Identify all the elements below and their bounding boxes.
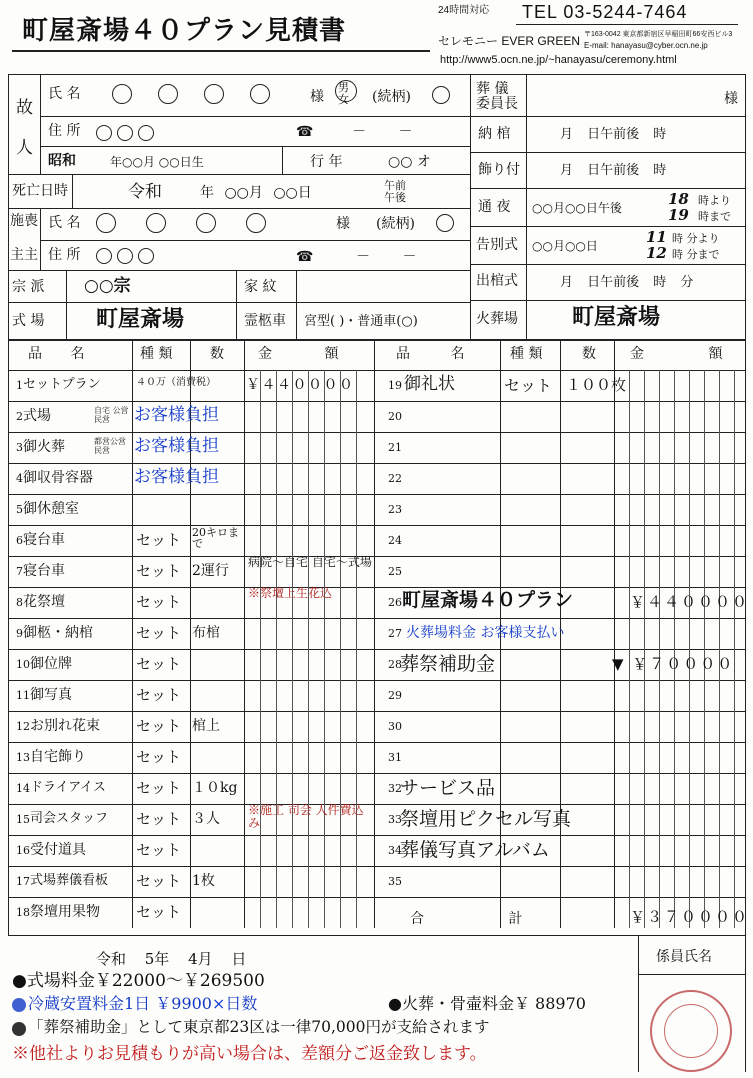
item-name: 祭壇用果物: [30, 904, 100, 920]
row-number: 15: [16, 813, 30, 826]
mourner-name-circles: [96, 212, 266, 233]
row-number: 8: [16, 596, 23, 609]
committee-label: 葬 儀 委員長: [476, 81, 518, 112]
item-note: ※祭壇上生花込: [248, 586, 333, 600]
circle-icon: [112, 84, 132, 104]
row-number: 32: [388, 782, 402, 795]
item-kind: セット: [136, 841, 182, 859]
mourner-address-circles: [96, 245, 154, 264]
committee-sama: 様: [724, 91, 738, 107]
item-name: 御火葬: [23, 439, 65, 455]
footer-line-cremation-fee: ●火葬・骨壷料金￥ 88970: [388, 994, 586, 1013]
item-name: 御柩・納棺: [23, 625, 93, 641]
grid-line: [8, 773, 746, 774]
row-number: 34: [388, 844, 402, 857]
grid-line: [276, 370, 277, 928]
item-qty: 1枚: [192, 873, 215, 889]
row-number: 17: [16, 875, 30, 888]
farewell-from: 時 分より: [672, 232, 720, 245]
deceased-tel: － －: [352, 124, 427, 140]
item-name: 式場葬儀看板: [30, 873, 109, 888]
item-kind: お客様負担: [134, 467, 219, 487]
total-amount: ￥３７００００: [630, 909, 750, 926]
item-name: 御収骨容器: [23, 470, 93, 486]
row-number: 16: [16, 844, 30, 857]
row-number: 11: [16, 689, 30, 702]
grid-line: [659, 370, 660, 928]
item-kind: ４０万（消費税）: [136, 377, 216, 388]
row-number: 4: [16, 472, 23, 485]
tel-underline: [516, 24, 738, 25]
item-amount: ▼ ￥７００００: [612, 655, 735, 673]
farewell-time-end: 12: [646, 244, 667, 262]
death-ampm: 午前 午後: [384, 179, 406, 204]
item-name: 御礼状: [404, 374, 455, 394]
mourner-sama: 様: [336, 216, 350, 232]
item-name: 御位牌: [30, 656, 72, 672]
grid-line: [614, 340, 615, 928]
row-number: 12: [16, 720, 30, 733]
item-name: サービス品: [400, 777, 496, 799]
circle-icon: [204, 84, 224, 104]
row-number: 5: [16, 503, 23, 516]
footer-line-cold-storage: 冷蔵安置料金1日 ￥9900×日数: [28, 994, 258, 1013]
circle-icon: [138, 248, 154, 264]
item-name: 町屋斎場４０プラン: [402, 589, 574, 611]
item-kind: セット: [136, 624, 182, 642]
farewell-date: ○○月○○日: [532, 239, 598, 253]
item-qty: ３人: [192, 811, 220, 827]
row-number: 1: [16, 379, 23, 392]
row-number: 27: [388, 627, 402, 640]
grid-line: [292, 370, 293, 928]
row-number: 25: [388, 565, 402, 578]
row-number: 30: [388, 720, 402, 733]
circle-icon: [432, 86, 450, 104]
age-label: 行 年: [310, 154, 343, 170]
deceased-address-circles: [96, 122, 154, 141]
circle-icon: [96, 213, 116, 233]
grid-line: [8, 556, 746, 557]
grid-line: [356, 370, 357, 928]
header-qty-left: 数: [210, 346, 224, 362]
circle-icon: [117, 248, 133, 264]
grid-line: [8, 432, 746, 433]
row-number: 14: [16, 782, 30, 795]
venue-value: 町屋斎場: [96, 306, 185, 332]
row-number: 10: [16, 658, 30, 671]
row-number: 35: [388, 875, 402, 888]
grid-line: [8, 804, 746, 805]
deceased-name-circles: [112, 83, 270, 104]
row-number: 26: [388, 596, 402, 609]
grid-line: [689, 370, 690, 928]
wake-from: 時より: [698, 194, 731, 207]
circle-icon: [138, 125, 154, 141]
birth-era: 昭和: [48, 153, 76, 169]
circle-icon: [96, 248, 112, 264]
item-kind: セット: [136, 717, 182, 735]
sect-label: 宗 派: [12, 279, 45, 295]
nokan-value: 月 日午前後 時: [560, 127, 667, 142]
deceased-address-label: 住 所: [48, 123, 81, 139]
row-number: 7: [16, 565, 23, 578]
grid-line: [8, 711, 746, 712]
grid-line: [704, 370, 705, 928]
item-kind: セット: [136, 655, 182, 673]
grid-line: [8, 866, 746, 867]
row-number: 21: [388, 441, 402, 454]
staff-label: 係員氏名: [656, 949, 712, 965]
grid-line: [8, 649, 746, 650]
item-name: 寝台車: [23, 532, 65, 548]
hearse-label: 霊柩車: [244, 313, 286, 329]
age-value: ○○ オ: [388, 154, 431, 170]
grid-line: [374, 340, 375, 928]
death-label: 死亡日時: [12, 183, 68, 199]
circle-icon: [196, 213, 216, 233]
item-kind: お客様負担: [134, 436, 219, 456]
grid-line: [8, 525, 746, 526]
page-title: 町屋斎場４０プラン見積書: [22, 16, 347, 46]
grid-line: [8, 618, 746, 619]
deceased-name-label: 氏 名: [48, 86, 81, 102]
circle-icon: [96, 125, 112, 141]
item-name: お別れ花束: [30, 718, 100, 734]
phone-icon: ☎: [296, 124, 314, 140]
grid-line: [132, 340, 133, 928]
grid-line: [8, 835, 746, 836]
crematorium-label: 火葬場: [476, 311, 518, 327]
item-kind: セット: [136, 531, 182, 549]
row-number: 3: [16, 441, 23, 454]
item-name: 祭壇用ピクセル写真: [400, 808, 572, 830]
circle-icon: [146, 213, 166, 233]
circle-icon: [250, 84, 270, 104]
company-address: 〒163-0042 東京都新宿区早稲田町66安西ビル3: [584, 31, 733, 38]
item-name: 御休憩室: [23, 501, 79, 517]
grid-line: [324, 370, 325, 928]
deceased-side-label: 故人: [16, 98, 33, 158]
item-sub: 都営公営 民営: [94, 437, 126, 455]
crematorium-value: 町屋斎場: [572, 304, 661, 330]
birth-date: 年○○月 ○○日生: [110, 155, 204, 169]
death-era: 令和: [128, 182, 162, 202]
farewell-label: 告別式: [476, 237, 518, 253]
row-number: 31: [388, 751, 402, 764]
grid-line: [8, 680, 746, 681]
row-number: 18: [16, 906, 30, 919]
row-number: 29: [388, 689, 402, 702]
mourner-address-label: 住 所: [48, 247, 81, 263]
header-amount-right: 金 額: [630, 346, 723, 362]
item-name: 寝台車: [23, 563, 65, 579]
item-name: 式場: [23, 408, 51, 424]
sex-circle-icon: [335, 80, 357, 102]
item-qty: 棺上: [192, 718, 220, 734]
item-sub: 自宅 公営 民営: [94, 406, 129, 424]
grid-line: [8, 897, 746, 898]
item-name: セットプラン: [23, 377, 101, 392]
item-name: 受付道具: [30, 842, 86, 858]
mourner-name-label: 氏 名: [48, 215, 81, 231]
row-number: 23: [388, 503, 402, 516]
grid-line: [244, 340, 245, 928]
item-name: 葬儀写真アルバム: [400, 839, 550, 861]
decor-value: 月 日午前後 時: [560, 163, 667, 178]
footer-date: 令和 5年 4月 日: [96, 950, 247, 968]
hearse-value: 宮型( )・普通車(○): [304, 314, 418, 329]
item-note: ※施工 司会 人件費込み: [248, 803, 364, 830]
kamon-label: 家 紋: [244, 279, 277, 295]
grid-line: [734, 370, 735, 928]
black-dot-icon: [12, 1022, 26, 1036]
item-name: 火葬場料金 お客様支払い: [406, 625, 565, 641]
wake-label: 通 夜: [478, 199, 511, 215]
item-kind: セット: [504, 376, 553, 395]
wake-time-start: 18: [668, 190, 689, 208]
item-name: ドライアイス: [30, 780, 106, 795]
header-kind-right: 種 類: [510, 346, 543, 362]
hours-label: 24時間対応: [438, 5, 490, 16]
mourner-label-1: 施喪: [10, 213, 38, 229]
row-number: 22: [388, 472, 402, 485]
items-table: [8, 340, 746, 936]
total-label: 合 計: [410, 911, 523, 927]
footer-line-subsidy: 「葬祭補助金」として東京都23区は一律70,000円が支給されます: [28, 1018, 490, 1036]
item-kind: セット: [136, 593, 182, 611]
mourner-label-2: 主主: [10, 247, 38, 263]
footer-line-refund: ※他社よりお見積もりが高い場合は、差額分ご返金致します。: [12, 1044, 487, 1064]
wake-date: ○○月○○日午後: [532, 201, 622, 215]
deceased-sex: 男女: [338, 81, 349, 106]
tel-number: TEL 03-5244-7464: [522, 2, 688, 22]
departure-value: 月 日午前後 時 分: [560, 275, 694, 290]
row-number: 6: [16, 534, 23, 547]
item-kind: セット: [136, 562, 182, 580]
item-amount: ￥４４００００: [630, 593, 750, 611]
farewell-time-start: 11: [646, 228, 667, 246]
grid-line: [8, 370, 746, 371]
circle-icon: [436, 214, 454, 232]
item-name: 自宅飾り: [30, 749, 86, 765]
company-name: セレモニー EVER GREEN: [438, 34, 581, 48]
grid-line: [308, 370, 309, 928]
header-qty-right: 数: [582, 346, 596, 362]
item-name: 花祭壇: [23, 594, 65, 610]
sect-value: ○○宗: [84, 276, 131, 296]
item-amount: ￥４４００００: [246, 377, 355, 393]
deceased-sama: 様: [310, 89, 324, 105]
item-qty: １００枚: [566, 376, 627, 394]
mourner-tel: － －: [356, 249, 431, 265]
header-item-right: 品 名: [396, 346, 465, 362]
grid-line: [629, 370, 630, 928]
circle-icon: [246, 213, 266, 233]
grid-line: [190, 340, 191, 928]
row-number: 20: [388, 410, 402, 423]
item-qty: 20キロまで: [192, 526, 239, 550]
grid-line: [674, 370, 675, 928]
row-number: 19: [388, 379, 402, 392]
item-name: 司会スタッフ: [30, 811, 109, 826]
header-amount-left: 金 額: [258, 346, 339, 362]
row-number: 33: [388, 813, 402, 826]
death-date: 年 ○○月 ○○日: [200, 185, 312, 201]
row-number: 9: [16, 627, 23, 640]
header-kind-left: 種 類: [140, 346, 173, 362]
phone-icon: ☎: [296, 249, 314, 265]
grid-line: [8, 401, 746, 402]
header-item-left: 品 名: [28, 346, 85, 362]
company-stamp-inner: [664, 1004, 718, 1058]
mourner-relation: (続柄): [376, 216, 415, 232]
footer-line-venue-fee: ●式場料金￥22000～￥269500: [12, 971, 265, 991]
item-kind: セット: [136, 686, 182, 704]
grid-line: [340, 370, 341, 928]
nokan-label: 納 棺: [478, 126, 511, 142]
item-kind: お客様負担: [134, 405, 219, 425]
row-number: 28: [388, 658, 402, 671]
wake-time-end: 19: [668, 206, 689, 224]
item-note: 病院～自宅 自宅～式場: [248, 555, 372, 569]
item-qty: 布棺: [192, 625, 220, 641]
grid-line: [8, 742, 746, 743]
company-url: http://www5.ocn.ne.jp/~hanayasu/ceremony.html: [440, 54, 677, 66]
item-kind: セット: [136, 903, 182, 921]
item-qty: １０kg: [192, 780, 238, 796]
item-qty: 2運行: [192, 563, 229, 579]
grid-line: [8, 494, 746, 495]
decor-label: 飾り付: [478, 162, 520, 178]
item-kind: セット: [136, 872, 182, 890]
circle-icon: [158, 84, 178, 104]
venue-label: 式 場: [12, 313, 45, 329]
row-number: 24: [388, 534, 402, 547]
grid-line: [719, 370, 720, 928]
grid-line: [260, 370, 261, 928]
farewell-until: 時 分まで: [672, 248, 720, 261]
title-underline: [12, 50, 430, 52]
deceased-relation: (続柄): [372, 89, 411, 105]
item-name: 御写真: [30, 687, 72, 703]
grid-line: [8, 587, 746, 588]
row-number: 2: [16, 410, 23, 423]
item-kind: セット: [136, 779, 182, 797]
departure-label: 出棺式: [476, 273, 518, 289]
circle-icon: [117, 125, 133, 141]
wake-until: 時まで: [698, 210, 731, 223]
blue-dot-icon: [12, 998, 26, 1012]
item-kind: セット: [136, 810, 182, 828]
grid-line: [644, 370, 645, 928]
row-number: 13: [16, 751, 30, 764]
grid-line: [8, 463, 746, 464]
item-name: 葬祭補助金: [400, 653, 496, 675]
item-kind: セット: [136, 748, 182, 766]
company-email: E-mail: hanayasu@cyber.ocn.ne.jp: [584, 41, 708, 50]
